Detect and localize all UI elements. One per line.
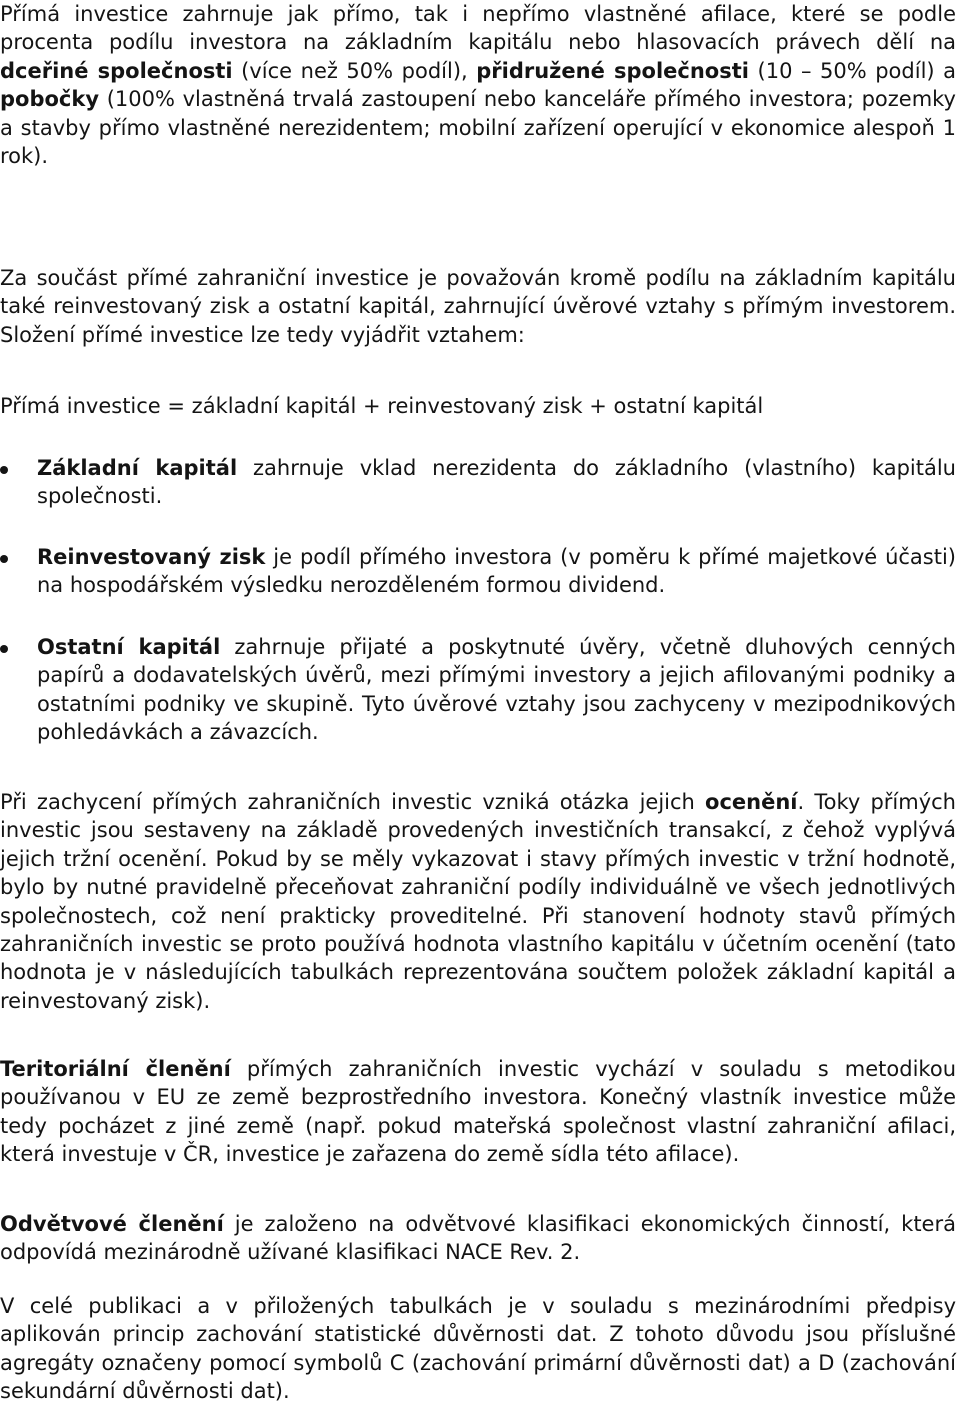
bullet-icon xyxy=(0,466,8,474)
intro-text-2: (více než 50% podíl), xyxy=(232,58,477,83)
list-item-reinvested-earnings xyxy=(0,543,956,600)
sectoral-paragraph xyxy=(0,1210,956,1267)
intro-text-3: (10 – 50% podíl) a xyxy=(748,58,957,83)
term-valuation: ocenění xyxy=(705,790,798,814)
intro-text-1: Přímá investice zahrnuje jak přímo, tak i nepřímo vlastněné afilace, které se podle procenta podílu investora na základním kapitálu nebo hlasovacích právech dělí na xyxy=(0,2,956,55)
valuation-text-1: Při zachycení přímých zahraničních investic vzniká otázka jejich xyxy=(0,790,706,814)
list-item-base-capital xyxy=(0,454,956,511)
term-branches: pobočky xyxy=(0,87,100,112)
intro-paragraph xyxy=(0,0,956,170)
term-subsidiaries: dceřiné společnosti xyxy=(0,58,233,83)
bullet-icon xyxy=(0,645,8,653)
confidentiality-paragraph: V celé publikaci a v přiložených tabulkách je v souladu s mezinárodními předpisy aplikován princip zachování statistické důvěrnosti dat. Z tohoto důvodu jsou příslušné agregáty označeny pomocí symbolů C (zachování primární důvěrnosti dat) a D (zachování sekundární důvěrnosti dat). xyxy=(0,1294,956,1404)
list-item-text xyxy=(37,633,956,747)
sectoral-text: je založeno na odvětvové klasifikaci ekonomických činností, která odpovídá mezinárodně užívané klasifikaci NACE Rev. 2. xyxy=(0,1212,956,1265)
term-sectoral-breakdown: Odvětvové členění xyxy=(0,1212,224,1236)
term-associates: přidružené společnosti xyxy=(476,58,749,83)
list-item-text xyxy=(37,543,956,600)
valuation-paragraph xyxy=(0,788,956,1015)
valuation-text-2: . Toky přímých investic jsou sestaveny na základě provedených investičních transakcí, z čehož vyplývá jejich tržní ocenění. Pokud by se měly vykazovat i stavy přímých investic v tržní hodnotě, bylo by nutné pravidelně přeceňovat zahraniční podíly individuálně ve všech jednotlivých společnostech, což není prakticky proveditelné. Při stanovení hodnoty stavů přímých zahraničních investic se proto používá hodnota vlastního kapitálu v účetním ocenění (tato hodnota je v následujících tabulkách reprezentována součtem položek základní kapitál a reinvestovaný zisk). xyxy=(0,790,956,1013)
base-capital-description: zahrnuje vklad nerezidenta do základního (vlastního) kapitálu společnosti. xyxy=(37,456,956,509)
term-reinvested-earnings: Reinvestovaný zisk xyxy=(37,545,266,569)
territorial-text: přímých zahraničních investic vychází v souladu s metodikou používanou v EU ze země bezprostředního investora. Konečný vlastník investice může tedy pocházet z jiné země (např. pokud mateřská společnost vlastní zahraniční afilaci, která investuje v ČR, investice je zařazena do země sídla této afilace). xyxy=(0,1057,956,1167)
investment-formula: Přímá investice = základní kapitál + reinvestovaný zisk + ostatní kapitál xyxy=(0,394,764,418)
term-other-capital: Ostatní kapitál xyxy=(37,635,221,659)
bullet-icon xyxy=(0,555,8,563)
intro-text-4: (100% vlastněná trvalá zastoupení nebo kanceláře přímého investora; pozemky a stavby přímo vlastněné nerezidentem; mobilní zařízení operující v ekonomice alespoň 1 rok). xyxy=(0,87,956,169)
term-territorial-breakdown: Teritoriální členění xyxy=(0,1057,231,1081)
components-paragraph: Za součást přímé zahraniční investice je považován kromě podílu na základním kapitálu také reinvestovaný zisk a ostatní kapitál, zahrnující úvěrové vztahy s přímým investorem. Složení přímé investice lze tedy vyjádřit vztahem: xyxy=(0,266,956,347)
other-capital-description: zahrnuje přijaté a poskytnuté úvěry, včetně dluhových cenných papírů a dodavatelských úvěrů, mezi přímými investory a jejich afilovanými podniky a ostatními podniky ve skupině. Tyto úvěrové vztahy jsou zachyceny v mezipodnikových pohledávkách a závazcích. xyxy=(37,635,956,745)
list-item-other-capital xyxy=(0,633,956,747)
list-item-text xyxy=(37,454,956,511)
term-base-capital: Základní kapitál xyxy=(37,456,238,480)
territorial-paragraph xyxy=(0,1055,956,1169)
reinvested-earnings-description: je podíl přímého investora (v poměru k přímé majetkové účasti) na hospodářském výsledku nerozděleném formou dividend. xyxy=(37,545,957,598)
